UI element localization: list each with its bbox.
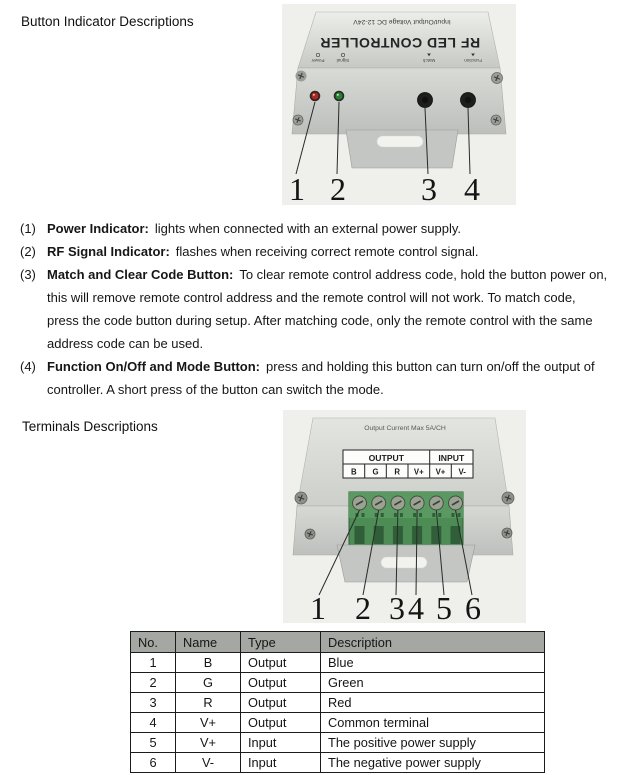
section-title-buttons: Button Indicator Descriptions	[21, 14, 194, 29]
pin-label: B	[350, 467, 357, 477]
device-title-label: RF LED CONTROLLER	[319, 35, 481, 51]
table-header-cell: Description	[321, 632, 545, 653]
function-label: Function	[464, 58, 482, 63]
description-item	[20, 355, 610, 401]
callout-number: 4	[408, 590, 424, 623]
description-text: press and holding this button can turn on/off the output of controller. A short press of the button can switch the mode.	[47, 359, 595, 397]
signal-led	[334, 91, 345, 102]
terminal-screw-icon	[391, 496, 405, 510]
device-voltage-label: Input/Output Voltage DC 12-24V	[353, 18, 451, 25]
description-number: (3)	[20, 267, 36, 282]
table-cell: 3	[131, 693, 176, 713]
mounting-bracket	[346, 130, 458, 168]
mounting-bracket	[337, 545, 475, 582]
pin-label: V+	[435, 467, 446, 477]
screw-icon	[295, 492, 307, 504]
table-cell: Input	[241, 753, 321, 773]
callout-number: 6	[465, 590, 481, 623]
description-item	[20, 240, 610, 263]
power-led	[310, 91, 321, 102]
screw-icon	[491, 115, 501, 125]
table-header-cell: No.	[131, 632, 176, 653]
description-item	[20, 217, 610, 240]
callout-number: 4	[464, 171, 480, 205]
screw-icon	[502, 492, 514, 504]
description-number: (2)	[20, 244, 36, 259]
terminal-screw-icon	[449, 496, 463, 510]
terminal-label-table	[343, 450, 473, 478]
screw-icon	[296, 71, 307, 82]
pin-label: R	[394, 467, 401, 477]
table-cell: Output	[241, 693, 321, 713]
bracket-slot	[381, 557, 427, 568]
section-title-terminals: Terminals Descriptions	[22, 419, 158, 434]
bracket-slot	[377, 136, 423, 147]
table-cell: V+	[176, 733, 241, 753]
table-cell: 1	[131, 653, 176, 673]
table-cell: V+	[176, 713, 241, 733]
callout-number: 2	[330, 171, 346, 205]
description-number: (1)	[20, 221, 36, 236]
callout-number: 2	[355, 590, 371, 623]
callout-number: 1	[310, 590, 326, 623]
table-cell: Red	[321, 693, 545, 713]
description-text: lights when connected with an external power supply.	[154, 221, 462, 236]
table-row	[131, 713, 545, 733]
description-label: RF Signal Indicator:	[47, 244, 170, 259]
description-number: (4)	[20, 359, 36, 374]
controller-front-photo	[282, 4, 516, 205]
input-header-label: INPUT	[438, 453, 465, 463]
description-label: Function On/Off and Mode Button:	[47, 359, 261, 374]
description-item	[20, 263, 610, 355]
match-label: Match	[422, 58, 436, 63]
table-cell: Blue	[321, 653, 545, 673]
pin-label: V-	[458, 467, 466, 477]
callout-number: 3	[389, 590, 405, 623]
table-cell: Input	[241, 733, 321, 753]
table-cell: 5	[131, 733, 176, 753]
terminal-screw-icon	[429, 496, 443, 510]
table-cell: 2	[131, 673, 176, 693]
table-cell: R	[176, 693, 241, 713]
screw-icon	[502, 528, 512, 538]
table-cell: Output	[241, 673, 321, 693]
description-body	[47, 263, 610, 355]
pin-label: G	[372, 467, 379, 477]
terminals-table	[130, 631, 545, 773]
table-header-row	[131, 632, 545, 653]
table-cell: G	[176, 673, 241, 693]
table-cell: Output	[241, 713, 321, 733]
current-rating-label: Output Current Max 5A/CH	[364, 425, 446, 432]
table-cell: Green	[321, 673, 545, 693]
callout-number: 5	[436, 590, 452, 623]
table-cell: B	[176, 653, 241, 673]
table-cell: Common terminal	[321, 713, 545, 733]
terminal-screw-icon	[353, 496, 367, 510]
terminal-block	[349, 492, 463, 552]
table-row	[131, 693, 545, 713]
match-button	[417, 92, 432, 107]
terminal-screw-icon	[372, 496, 386, 510]
button-descriptions-list	[20, 217, 610, 401]
description-text: To clear remote control address code, hold the button power on, this will remove remote control address and the remote control will not work. To match code, press the code button during setup. After matching code, only the remote control with the same address code can be used.	[47, 267, 608, 351]
pin-label: V+	[413, 467, 424, 477]
screw-icon	[492, 73, 503, 84]
signal-label: Signal	[336, 58, 350, 63]
table-row	[131, 673, 545, 693]
table-row	[131, 733, 545, 753]
table-cell: 6	[131, 753, 176, 773]
screw-icon	[305, 529, 315, 539]
table-cell: The positive power supply	[321, 733, 545, 753]
screw-icon	[293, 115, 303, 125]
output-header-label: OUTPUT	[368, 453, 404, 463]
table-cell: 4	[131, 713, 176, 733]
table-cell: V-	[176, 753, 241, 773]
description-body	[47, 355, 610, 401]
description-body	[47, 217, 610, 240]
description-body	[47, 240, 610, 263]
table-cell: Output	[241, 653, 321, 673]
function-button	[460, 92, 475, 107]
callout-number: 3	[421, 171, 437, 205]
description-label: Match and Clear Code Button:	[47, 267, 234, 282]
controller-terminals-photo	[283, 410, 526, 623]
table-row	[131, 753, 545, 773]
power-label: Power	[311, 58, 325, 63]
description-text: flashes when receiving correct remote control signal.	[175, 244, 479, 259]
table-header-cell: Type	[241, 632, 321, 653]
table-row	[131, 653, 545, 673]
terminal-screw-icon	[410, 496, 424, 510]
callout-number: 1	[289, 171, 305, 205]
table-cell: The negative power supply	[321, 753, 545, 773]
description-label: Power Indicator:	[47, 221, 149, 236]
table-header-cell: Name	[176, 632, 241, 653]
